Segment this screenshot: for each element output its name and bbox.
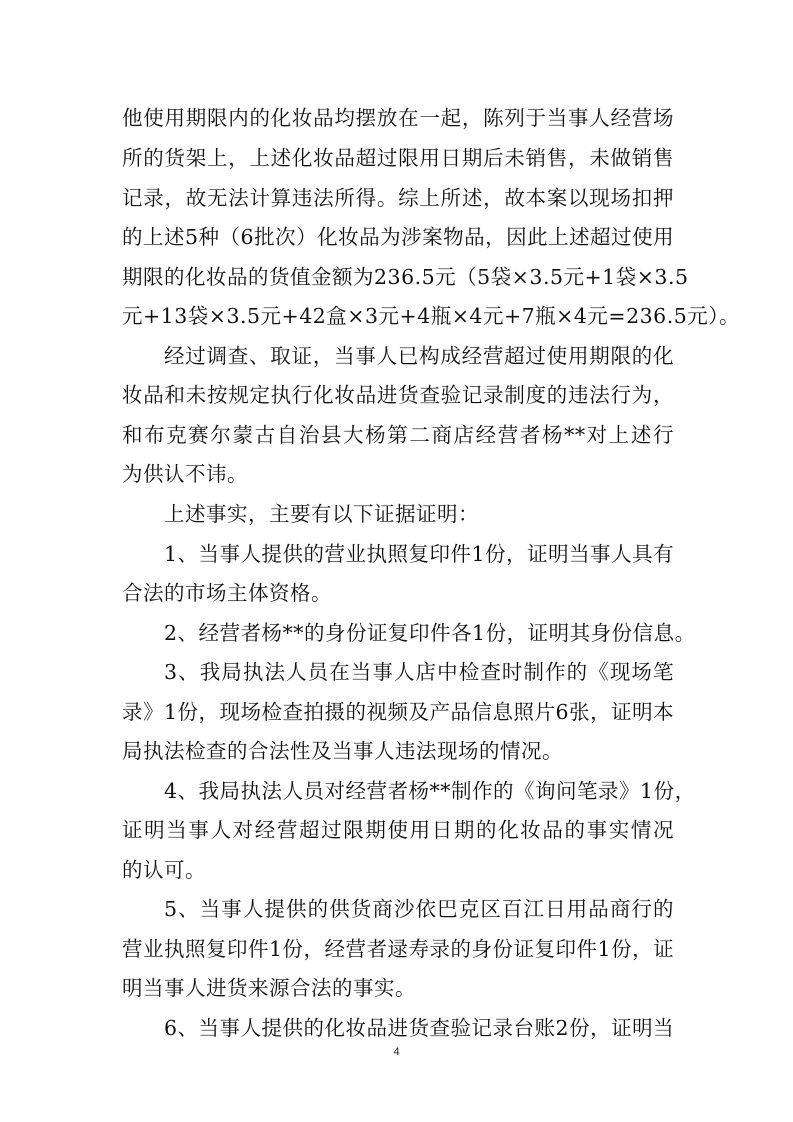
text-line: 明当事人进货来源合法的事实。 bbox=[122, 976, 416, 1000]
text-line: 为供认不讳。 bbox=[122, 462, 248, 486]
text-line: 证明当事人对经营超过限期使用日期的化妆品的事实情况 bbox=[122, 818, 674, 842]
text-line: 录》1份，现场检查拍摄的视频及产品信息照片6张，证明本 bbox=[122, 700, 675, 724]
text-line: 的上述5种（6批次）化妆品为涉案物品，因此上述超过使用 bbox=[122, 225, 675, 249]
text-line: 元+13袋×3.5元+42盒×3元+4瓶×4元+7瓶×4元=236.5元）。 bbox=[122, 304, 741, 328]
text-line: 和布克赛尔蒙古自治县大杨第二商店经营者杨**对上述行 bbox=[122, 423, 674, 447]
text-line: 合法的市场主体资格。 bbox=[122, 581, 332, 605]
evidence-item-1: 1、当事人提供的营业执照复印件1份，证明当事人具有 bbox=[164, 542, 675, 566]
text-line: 局执法检查的合法性及当事人违法现场的情况。 bbox=[122, 739, 563, 763]
evidence-item-5: 5、当事人提供的供货商沙依巴克区百江日用品商行的 bbox=[164, 897, 674, 921]
text-line: 他使用期限内的化妆品均摆放在一起，陈列于当事人经营场 bbox=[122, 106, 674, 130]
text-line: 所的货架上，上述化妆品超过限用日期后未销售，未做销售 bbox=[122, 146, 674, 170]
paragraph-first-line: 经过调查、取证，当事人已构成经营超过使用期限的化 bbox=[164, 344, 674, 368]
text-line: 的认可。 bbox=[122, 858, 206, 882]
page-number: 4 bbox=[393, 1046, 400, 1058]
evidence-item-6: 6、当事人提供的化妆品进货查验记录台账2份，证明当 bbox=[164, 1016, 675, 1040]
text-line: 记录，故无法计算违法所得。综上所述，故本案以现场扣押 bbox=[122, 186, 674, 210]
paragraph-first-line: 上述事实，主要有以下证据证明： bbox=[164, 502, 479, 526]
evidence-item-3: 3、我局执法人员在当事人店中检查时制作的《现场笔 bbox=[164, 660, 674, 684]
text-line: 期限的化妆品的货值金额为236.5元（5袋×3.5元+1袋×3.5 bbox=[122, 265, 689, 289]
evidence-item-4: 4、我局执法人员对经营者杨**制作的《询问笔录》1份， bbox=[164, 779, 696, 803]
evidence-item-2: 2、经营者杨**的身份证复印件各1份，证明其身份信息。 bbox=[164, 621, 696, 645]
text-line: 营业执照复印件1份，经营者逯寿录的身份证复印件1份，证 bbox=[122, 937, 675, 961]
text-line: 妆品和未按规定执行化妆品进货查验记录制度的违法行为， bbox=[122, 383, 674, 407]
